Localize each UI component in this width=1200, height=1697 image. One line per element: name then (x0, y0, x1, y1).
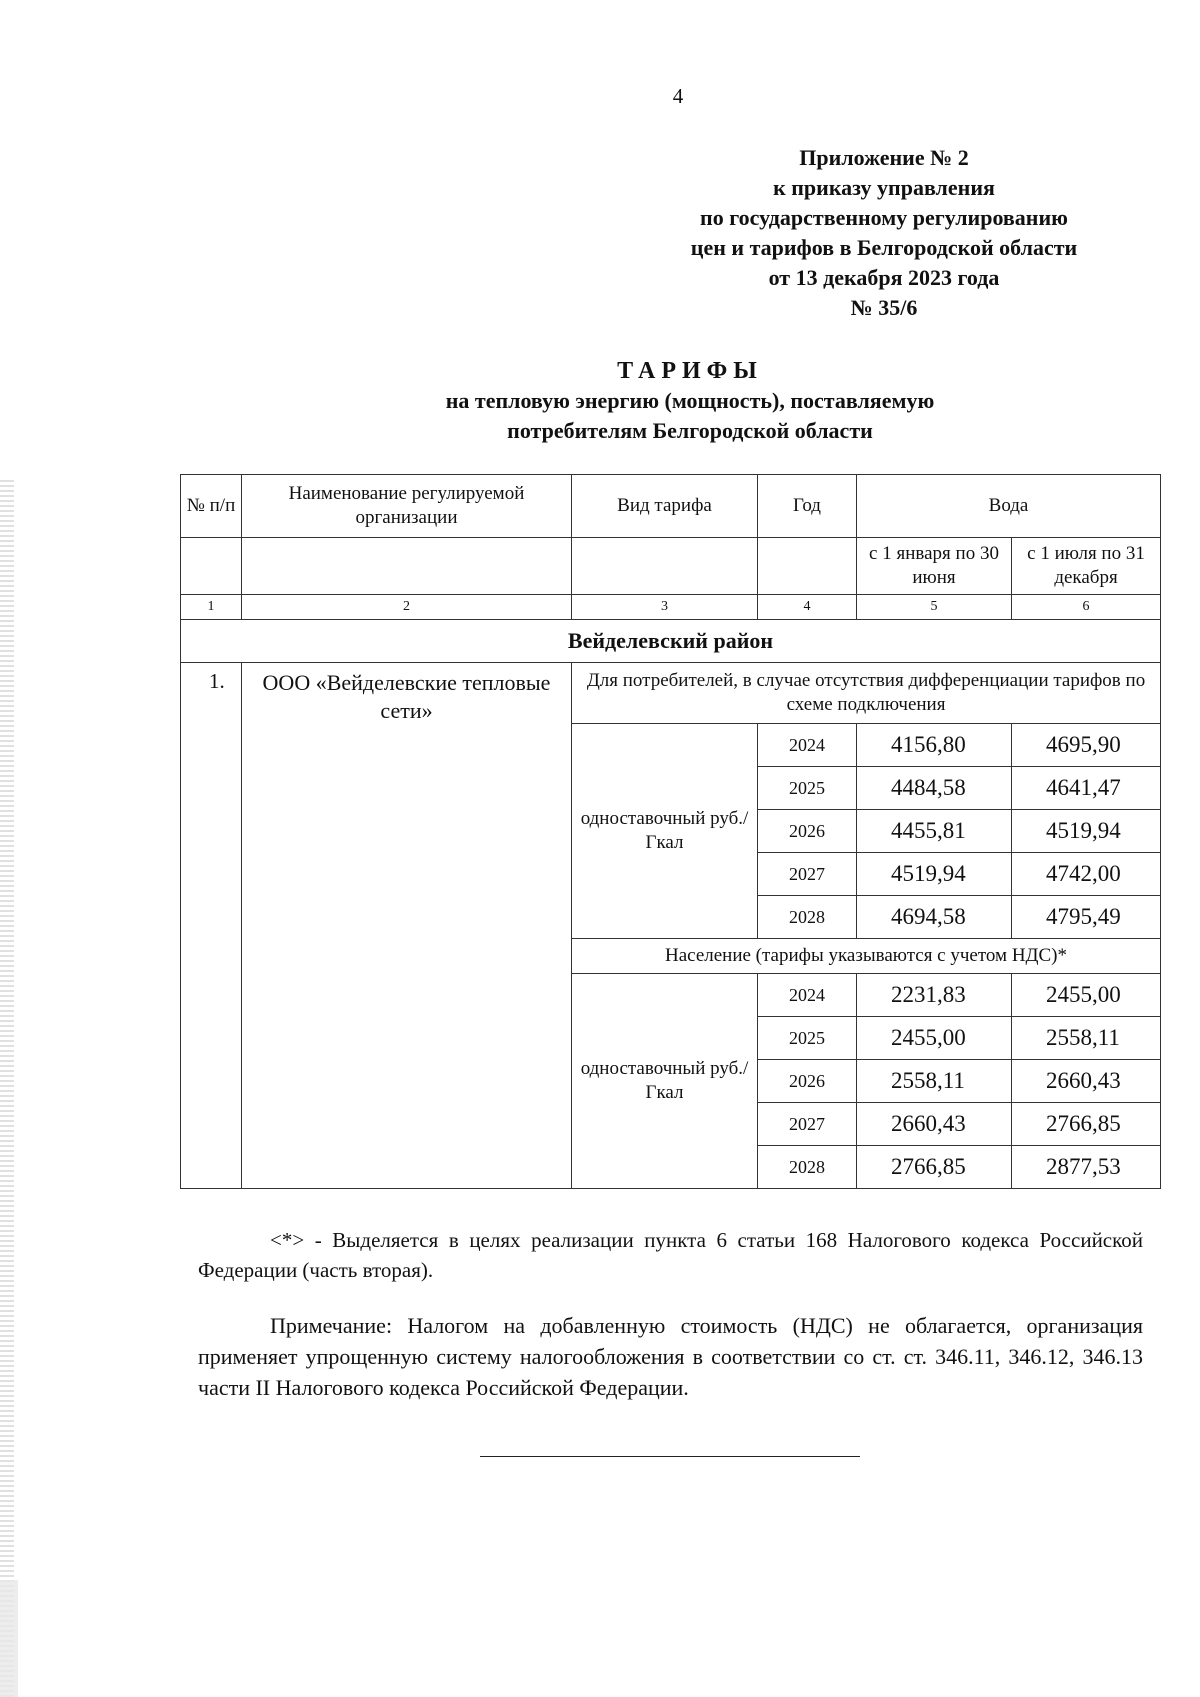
column-number: 3 (572, 595, 758, 620)
value-h1: 2455,00 (857, 1017, 1012, 1060)
value-h1: 2660,43 (857, 1103, 1012, 1146)
column-number: 4 (758, 595, 857, 620)
value-h2: 2455,00 (1012, 974, 1161, 1017)
note: Примечание: Налогом на добавленную стоимость (НДС) не облагается, организация применяет упрощенную систему налогообложения в соответствии со ст. ст. 346.11, 346.12, 346.13 части II Налогового кодекса Российской Федерации. (198, 1313, 1143, 1400)
value-h1: 2231,83 (857, 974, 1012, 1017)
org-number: 1. (181, 663, 242, 1189)
title-line: потребителям Белгородской области (507, 418, 873, 443)
value-h2: 4641,47 (1012, 767, 1161, 810)
annex-line: по государственному регулированию (700, 205, 1068, 230)
value-h2: 4742,00 (1012, 853, 1161, 896)
value-h1: 4455,81 (857, 810, 1012, 853)
year-cell: 2028 (758, 896, 857, 939)
value-h2: 2558,11 (1012, 1017, 1161, 1060)
value-h1: 4156,80 (857, 724, 1012, 767)
value-h2: 4695,90 (1012, 724, 1161, 767)
empty-cell (181, 538, 242, 595)
annex-line: № 35/6 (850, 295, 918, 320)
value-h2: 2877,53 (1012, 1146, 1161, 1189)
year-cell: 2026 (758, 1060, 857, 1103)
annex-block (644, 143, 1124, 323)
year-cell: 2027 (758, 853, 857, 896)
column-number-row (181, 595, 1161, 620)
value-h2: 2660,43 (1012, 1060, 1161, 1103)
value-h1: 4484,58 (857, 767, 1012, 810)
value-h2: 2766,85 (1012, 1103, 1161, 1146)
closing-rule (480, 1456, 860, 1457)
header-org: Наименование регулируемой организации (242, 475, 572, 538)
annex-line: цен и тарифов в Белгородской области (690, 235, 1078, 260)
header-tariff-type: Вид тарифа (572, 475, 758, 538)
annex-line: Приложение № 2 (799, 145, 969, 170)
district-name: Вейделевский район (181, 620, 1161, 663)
empty-cell (572, 538, 758, 595)
tariff-type: одноставочный руб./Гкал (572, 974, 758, 1189)
group-label: Население (тарифы указываются с учетом НДС)* (572, 939, 1161, 974)
value-h2: 4795,49 (1012, 896, 1161, 939)
org-name: ООО «Вейделевские тепловые сети» (242, 663, 572, 1189)
year-cell: 2025 (758, 1017, 857, 1060)
header-row-periods (181, 538, 1161, 595)
value-h1: 4519,94 (857, 853, 1012, 896)
value-h1: 4694,58 (857, 896, 1012, 939)
empty-cell (758, 538, 857, 595)
column-number: 2 (242, 595, 572, 620)
title-line: на тепловую энергию (мощность), поставляемую (445, 388, 935, 413)
header-period-2: с 1 июля по 31 декабря (1012, 538, 1161, 595)
header-period-1: с 1 января по 30 июня (857, 538, 1012, 595)
empty-cell (242, 538, 572, 595)
year-cell: 2024 (758, 974, 857, 1017)
value-h1: 2558,11 (857, 1060, 1012, 1103)
group-row (181, 663, 1161, 724)
year-cell: 2028 (758, 1146, 857, 1189)
year-cell: 2024 (758, 724, 857, 767)
header-water: Вода (857, 475, 1161, 538)
page-number: 4 (672, 84, 684, 108)
value-h2: 4519,94 (1012, 810, 1161, 853)
header-no: № п/п (181, 475, 242, 538)
year-cell: 2026 (758, 810, 857, 853)
title-heading: ТАРИФЫ (617, 358, 763, 384)
year-cell: 2025 (758, 767, 857, 810)
tariff-type: одноставочный руб./Гкал (572, 724, 758, 939)
scan-edge (0, 480, 14, 1697)
column-number: 1 (181, 595, 242, 620)
footnote: <*> - Выделяется в целях реализации пункта 6 статьи 168 Налогового кодекса Российской Федерации (часть вторая). (198, 1228, 1143, 1282)
annex-line: к приказу управления (773, 175, 995, 200)
header-row (181, 475, 1161, 538)
scan-edge-bottom (0, 1580, 18, 1697)
column-number: 5 (857, 595, 1012, 620)
district-row (181, 620, 1161, 663)
document-title (360, 356, 1020, 446)
year-cell: 2027 (758, 1103, 857, 1146)
annex-line: от 13 декабря 2023 года (768, 265, 1000, 290)
value-h1: 2766,85 (857, 1146, 1012, 1189)
header-year: Год (758, 475, 857, 538)
column-number: 6 (1012, 595, 1161, 620)
group-label: Для потребителей, в случае отсутствия дифференциации тарифов по схеме подключения (572, 663, 1161, 724)
tariff-table (180, 474, 1161, 1189)
